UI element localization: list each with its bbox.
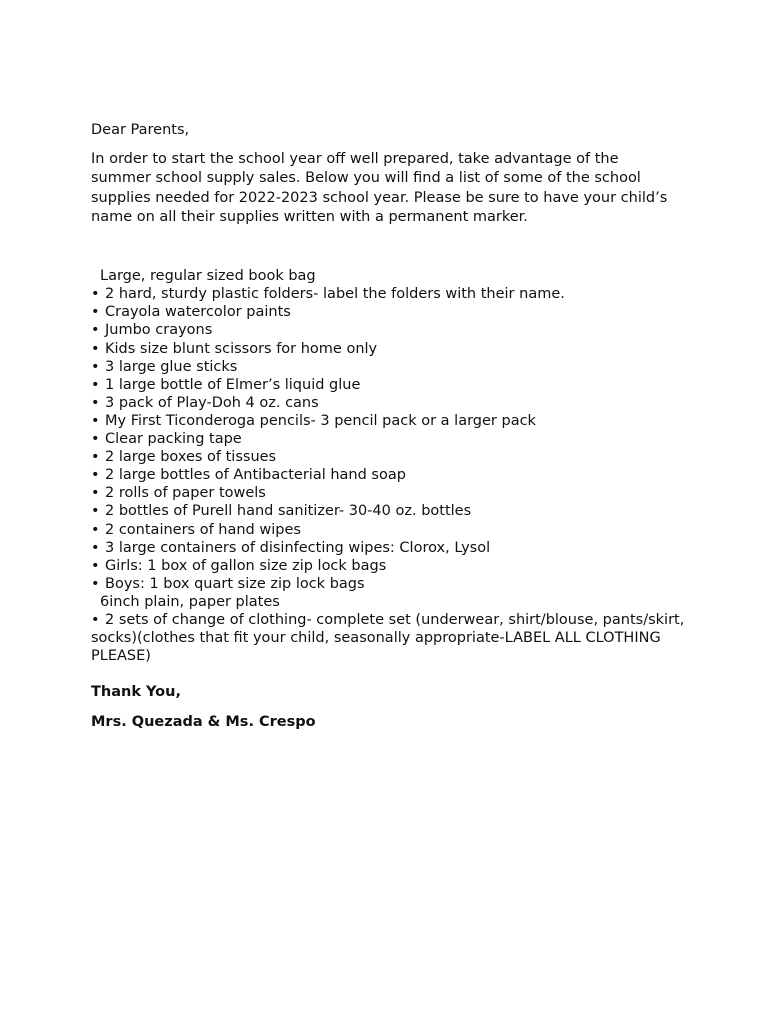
list-item [91, 557, 691, 575]
bullet-icon: • [91, 575, 100, 592]
list-item [91, 575, 691, 593]
bullet-icon: • [91, 394, 100, 411]
list-item-text: My First Ticonderoga pencils- 3 pencil pack or a larger pack [105, 412, 536, 429]
list-item [91, 539, 691, 557]
list-item-text: Clear packing tape [105, 431, 242, 448]
list-item-text: 3 large containers of disinfecting wipes: Clorox, Lysol [105, 539, 491, 556]
list-item-text: Jumbo crayons [105, 322, 213, 339]
list-item-text: 2 hard, sturdy plastic folders- label the folders with their name. [105, 286, 565, 303]
list-item [91, 448, 691, 466]
list-item [91, 285, 691, 303]
list-item-text: Kids size blunt scissors for home only [105, 340, 378, 357]
letter-page [91, 121, 691, 732]
bullet-icon: • [91, 304, 100, 321]
list-item [91, 376, 691, 394]
list-item-text: Girls: 1 box of gallon size zip lock bags [105, 557, 387, 574]
list-item-text: 2 large bottles of Antibacterial hand soap [105, 467, 406, 484]
list-item [91, 593, 691, 611]
bullet-icon: • [91, 286, 100, 303]
bullet-icon: • [91, 557, 100, 574]
list-item-text: 2 sets of change of clothing- complete set (underwear, shirt/blouse, pants/skirt, socks)(clothes that fit your child, seasonally appropriate-LABEL ALL CLOTHING PLEASE) [91, 611, 685, 665]
greeting: Dear Parents, [91, 122, 190, 138]
list-item-text: 2 bottles of Purell hand sanitizer- 30-40 oz. bottles [105, 503, 472, 520]
bullet-icon: • [91, 539, 100, 556]
bullet-icon: • [91, 431, 100, 448]
list-item [91, 394, 691, 412]
bullet-icon: • [91, 611, 100, 628]
list-item-text: 3 pack of Play-Doh 4 oz. cans [105, 394, 319, 411]
list-item [91, 466, 691, 484]
list-item-text: 2 rolls of paper towels [105, 485, 266, 502]
bullet-icon: • [91, 322, 100, 339]
list-item-text: 6inch plain, paper plates [100, 593, 280, 610]
list-item [91, 321, 691, 339]
bullet-icon: • [91, 467, 100, 484]
bullet-icon: • [91, 358, 100, 375]
list-item [91, 484, 691, 502]
closing: Thank You, [91, 684, 181, 701]
list-item-text: 1 large bottle of Elmer’s liquid glue [105, 376, 361, 393]
bullet-icon: • [91, 412, 100, 429]
list-item-text: Crayola watercolor paints [105, 304, 291, 321]
bullet-icon: • [91, 503, 100, 520]
list-item [91, 412, 691, 430]
list-item-text: Boys: 1 box quart size zip lock bags [105, 575, 365, 592]
list-item [91, 502, 691, 520]
list-item [91, 303, 691, 321]
list-item [91, 430, 691, 448]
list-item-text: 3 large glue sticks [105, 358, 238, 375]
list-item [91, 340, 691, 358]
bullet-icon: • [91, 485, 100, 502]
list-item-text: 2 containers of hand wipes [105, 521, 301, 538]
intro-paragraph: In order to start the school year off well prepared, take advantage of the summer school supply sales. Below you will find a list of some of the school supplies needed for 2022-2023 school year. Please be sure to have your child’s name on all their supplies written with a permanent marker. [91, 151, 668, 225]
list-item [91, 521, 691, 539]
bullet-icon: • [91, 376, 100, 393]
list-item-text: 2 large boxes of tissues [105, 449, 277, 466]
bullet-icon: • [91, 521, 100, 538]
signature: Mrs. Quezada & Ms. Crespo [91, 714, 316, 731]
bullet-icon: • [91, 449, 100, 466]
list-item [91, 358, 691, 376]
list-item [91, 267, 691, 285]
supply-list [91, 267, 691, 665]
list-item [91, 611, 691, 665]
list-item-text: Large, regular sized book bag [100, 268, 316, 285]
bullet-icon: • [91, 340, 100, 357]
